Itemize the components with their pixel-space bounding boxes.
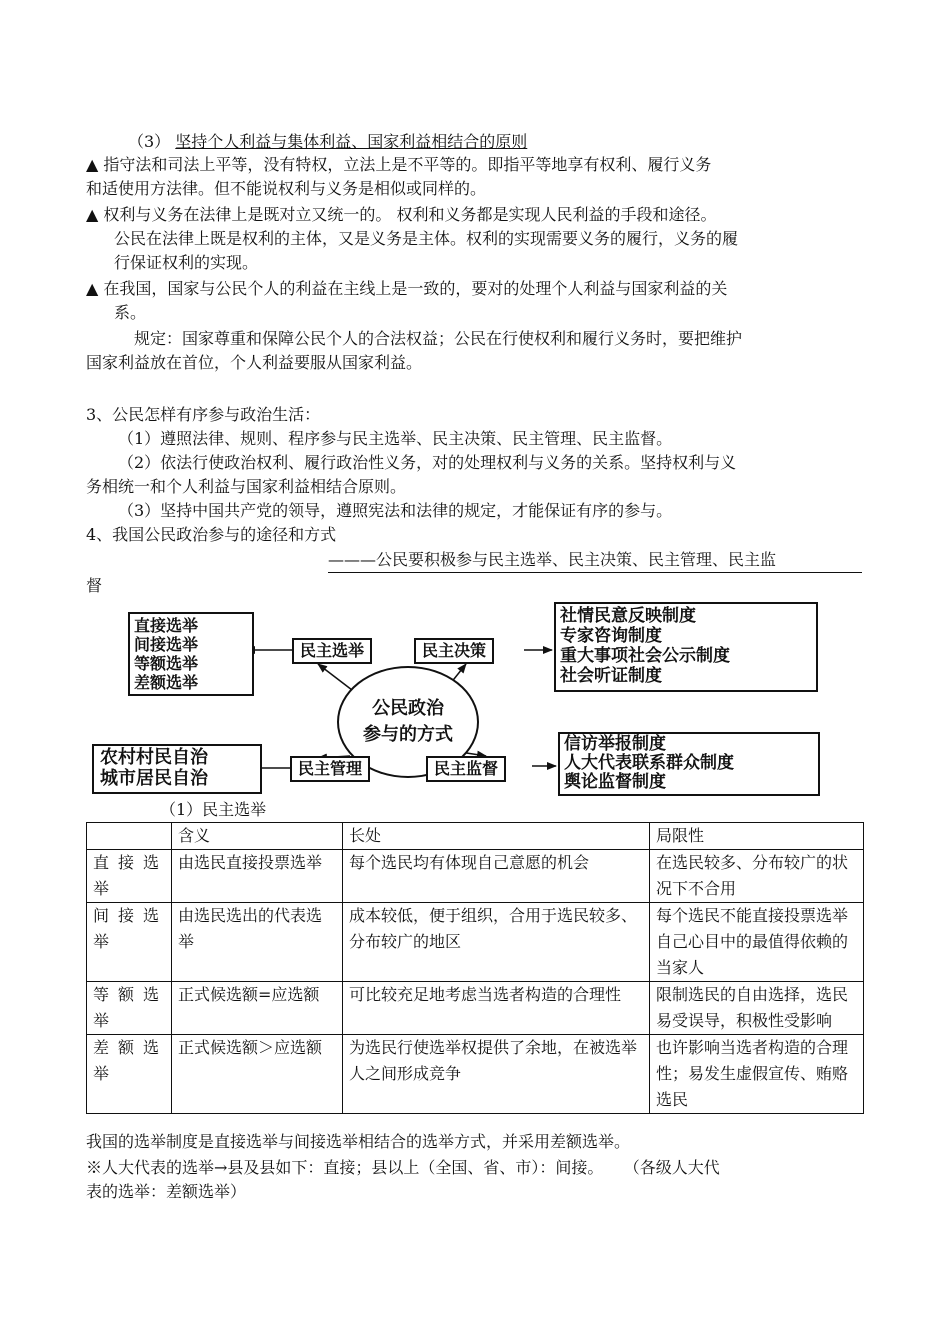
bullet-3-line-1: ▲ 在我国，国家与公民个人的利益在主线上是一致的，要对的处理个人利益与国家利益的关	[86, 279, 728, 298]
node-management: 民主管理	[290, 756, 370, 782]
election-table	[86, 822, 864, 1114]
table-caption: （1）民主选举	[160, 800, 267, 819]
footer-line-3: 表的选举：差额选举）	[86, 1182, 247, 1201]
decision-system: 重大事项社会公示制度	[560, 646, 730, 666]
rule-para-line-1: 规定：国家尊重和保障公民个人的合法权益；公民在行使权利和履行义务时，要把维护	[134, 329, 743, 348]
row-cons: 限制选民的自由选择，选民易受误导，积极性受影响	[650, 982, 864, 1035]
management-type: 城市居民自治	[100, 768, 208, 789]
supervision-systems-box	[558, 732, 820, 796]
table-header-cell: 含义	[172, 823, 343, 850]
management-types-box	[92, 744, 262, 794]
table-header-cell: 局限性	[650, 823, 864, 850]
bullet-2-line-1: ▲ 权利与义务在法律上是既对立又统一的。 权利和义务都是实现人民利益的手段和途径。	[86, 205, 717, 224]
table-row	[87, 1035, 864, 1114]
principle-heading: （3） 坚持个人利益与集体利益、国家利益相结合的原则	[128, 132, 528, 151]
section-4-title: 4、我国公民政治参与的途径和方式	[86, 525, 337, 544]
row-name: 等额选举	[87, 982, 172, 1035]
footer-line-1: 我国的选举制度是直接选举与间接选举相结合的选举方式，并采用差额选举。	[86, 1132, 631, 1151]
row-pros: 每个选民均有体现自己意愿的机会	[343, 850, 650, 903]
section-4-subtitle-line-2: 督	[86, 576, 103, 595]
section-3-title: 3、公民怎样有序参与政治生活：	[86, 405, 321, 424]
rule-para-line-2: 国家利益放在首位，个人利益要服从国家利益。	[86, 353, 423, 372]
arrow-to-election	[318, 664, 352, 690]
table-row	[87, 982, 864, 1035]
node-supervision: 民主监督	[426, 756, 506, 782]
table-header-row	[87, 823, 864, 850]
supervision-system: 信访举报制度	[564, 734, 666, 754]
table-row	[87, 850, 864, 903]
decision-system: 社情民意反映制度	[560, 606, 696, 626]
row-name: 直接选举	[87, 850, 172, 903]
decision-system: 社会听证制度	[560, 666, 662, 686]
row-cons: 在选民较多、分布较广的状况下不合用	[650, 850, 864, 903]
row-pros: 成本较低，便于组织，合用于选民较多、分布较广的地区	[343, 903, 650, 982]
management-type: 农村村民自治	[100, 747, 208, 768]
row-meaning: 正式候选额＞应选额	[172, 1035, 343, 1114]
election-type: 间接选举	[134, 635, 199, 654]
table-header-cell	[87, 823, 172, 850]
election-types-box	[128, 612, 254, 696]
decision-system: 专家咨询制度	[560, 626, 662, 646]
row-pros: 为选民行使选举权提供了余地，在被选举人之间形成竞争	[343, 1035, 650, 1114]
node-election: 民主选举	[292, 638, 372, 664]
bullet-1-line-1: ▲ 指守法和司法上平等，没有特权，立法上是不平等的。即指平等地享有权利、履行义务	[86, 155, 712, 174]
table-header-cell: 长处	[343, 823, 650, 850]
election-type: 差额选举	[134, 673, 199, 692]
row-meaning: 正式候选额=应选额	[172, 982, 343, 1035]
row-name: 差额选举	[87, 1035, 172, 1114]
bullet-1-line-2: 和适使用方法律。但不能说权利与义务是相似或同样的。	[86, 179, 487, 198]
node-decision: 民主决策	[414, 638, 494, 664]
table-row	[87, 903, 864, 982]
decision-systems-box	[554, 602, 818, 692]
row-cons: 也许影响当选者构造的合理性；易发生虚假宣传、贿赂选民	[650, 1035, 864, 1114]
bullet-2-line-2: 公民在法律上既是权利的主体，又是义务是主体。权利的实现需要义务的履行，义务的履	[114, 229, 739, 248]
section-3-item-2-line-1: （2）依法行使政治权利、履行政治性义务，对的处理权利与义务的关系。坚持权利与义	[118, 453, 737, 472]
election-type: 等额选举	[134, 654, 199, 673]
bullet-2-line-3: 行保证权利的实现。	[114, 253, 259, 272]
row-meaning: 由选民选出的代表选举	[172, 903, 343, 982]
row-name: 间接选举	[87, 903, 172, 982]
principle-title: 坚持个人利益与集体利益、国家利益相结合的原则	[175, 132, 528, 151]
election-type: 直接选举	[134, 616, 199, 635]
row-meaning: 由选民直接投票选举	[172, 850, 343, 903]
diagram-center: 公民政治 参与的方式	[337, 666, 479, 778]
section-3-item-2-line-2: 务相统一和个人利益与国家利益相结合原则。	[86, 477, 407, 496]
section-3-item-3: （3）坚持中国共产党的领导，遵照宪法和法律的规定，才能保证有序的参与。	[118, 501, 673, 520]
bullet-3-line-2: 系。	[114, 303, 147, 322]
section-3-item-1: （1）遵照法律、规则、程序参与民主选举、民主决策、民主管理、民主监督。	[118, 429, 673, 448]
section-4-subtitle-line-1: ———公民要积极参与民主选举、民主决策、民主管理、民主监	[328, 550, 777, 569]
row-pros: 可比较充足地考虑当选者构造的合理性	[343, 982, 650, 1035]
supervision-system: 人大代表联系群众制度	[564, 753, 734, 773]
footer-line-2: ※人大代表的选举→县及县如下：直接；县以上（全国、省、市）：间接。 （各级人大代	[86, 1158, 720, 1177]
supervision-system: 舆论监督制度	[564, 772, 666, 792]
row-cons: 每个选民不能直接投票选举自己心目中的最值得依赖的当家人	[650, 903, 864, 982]
